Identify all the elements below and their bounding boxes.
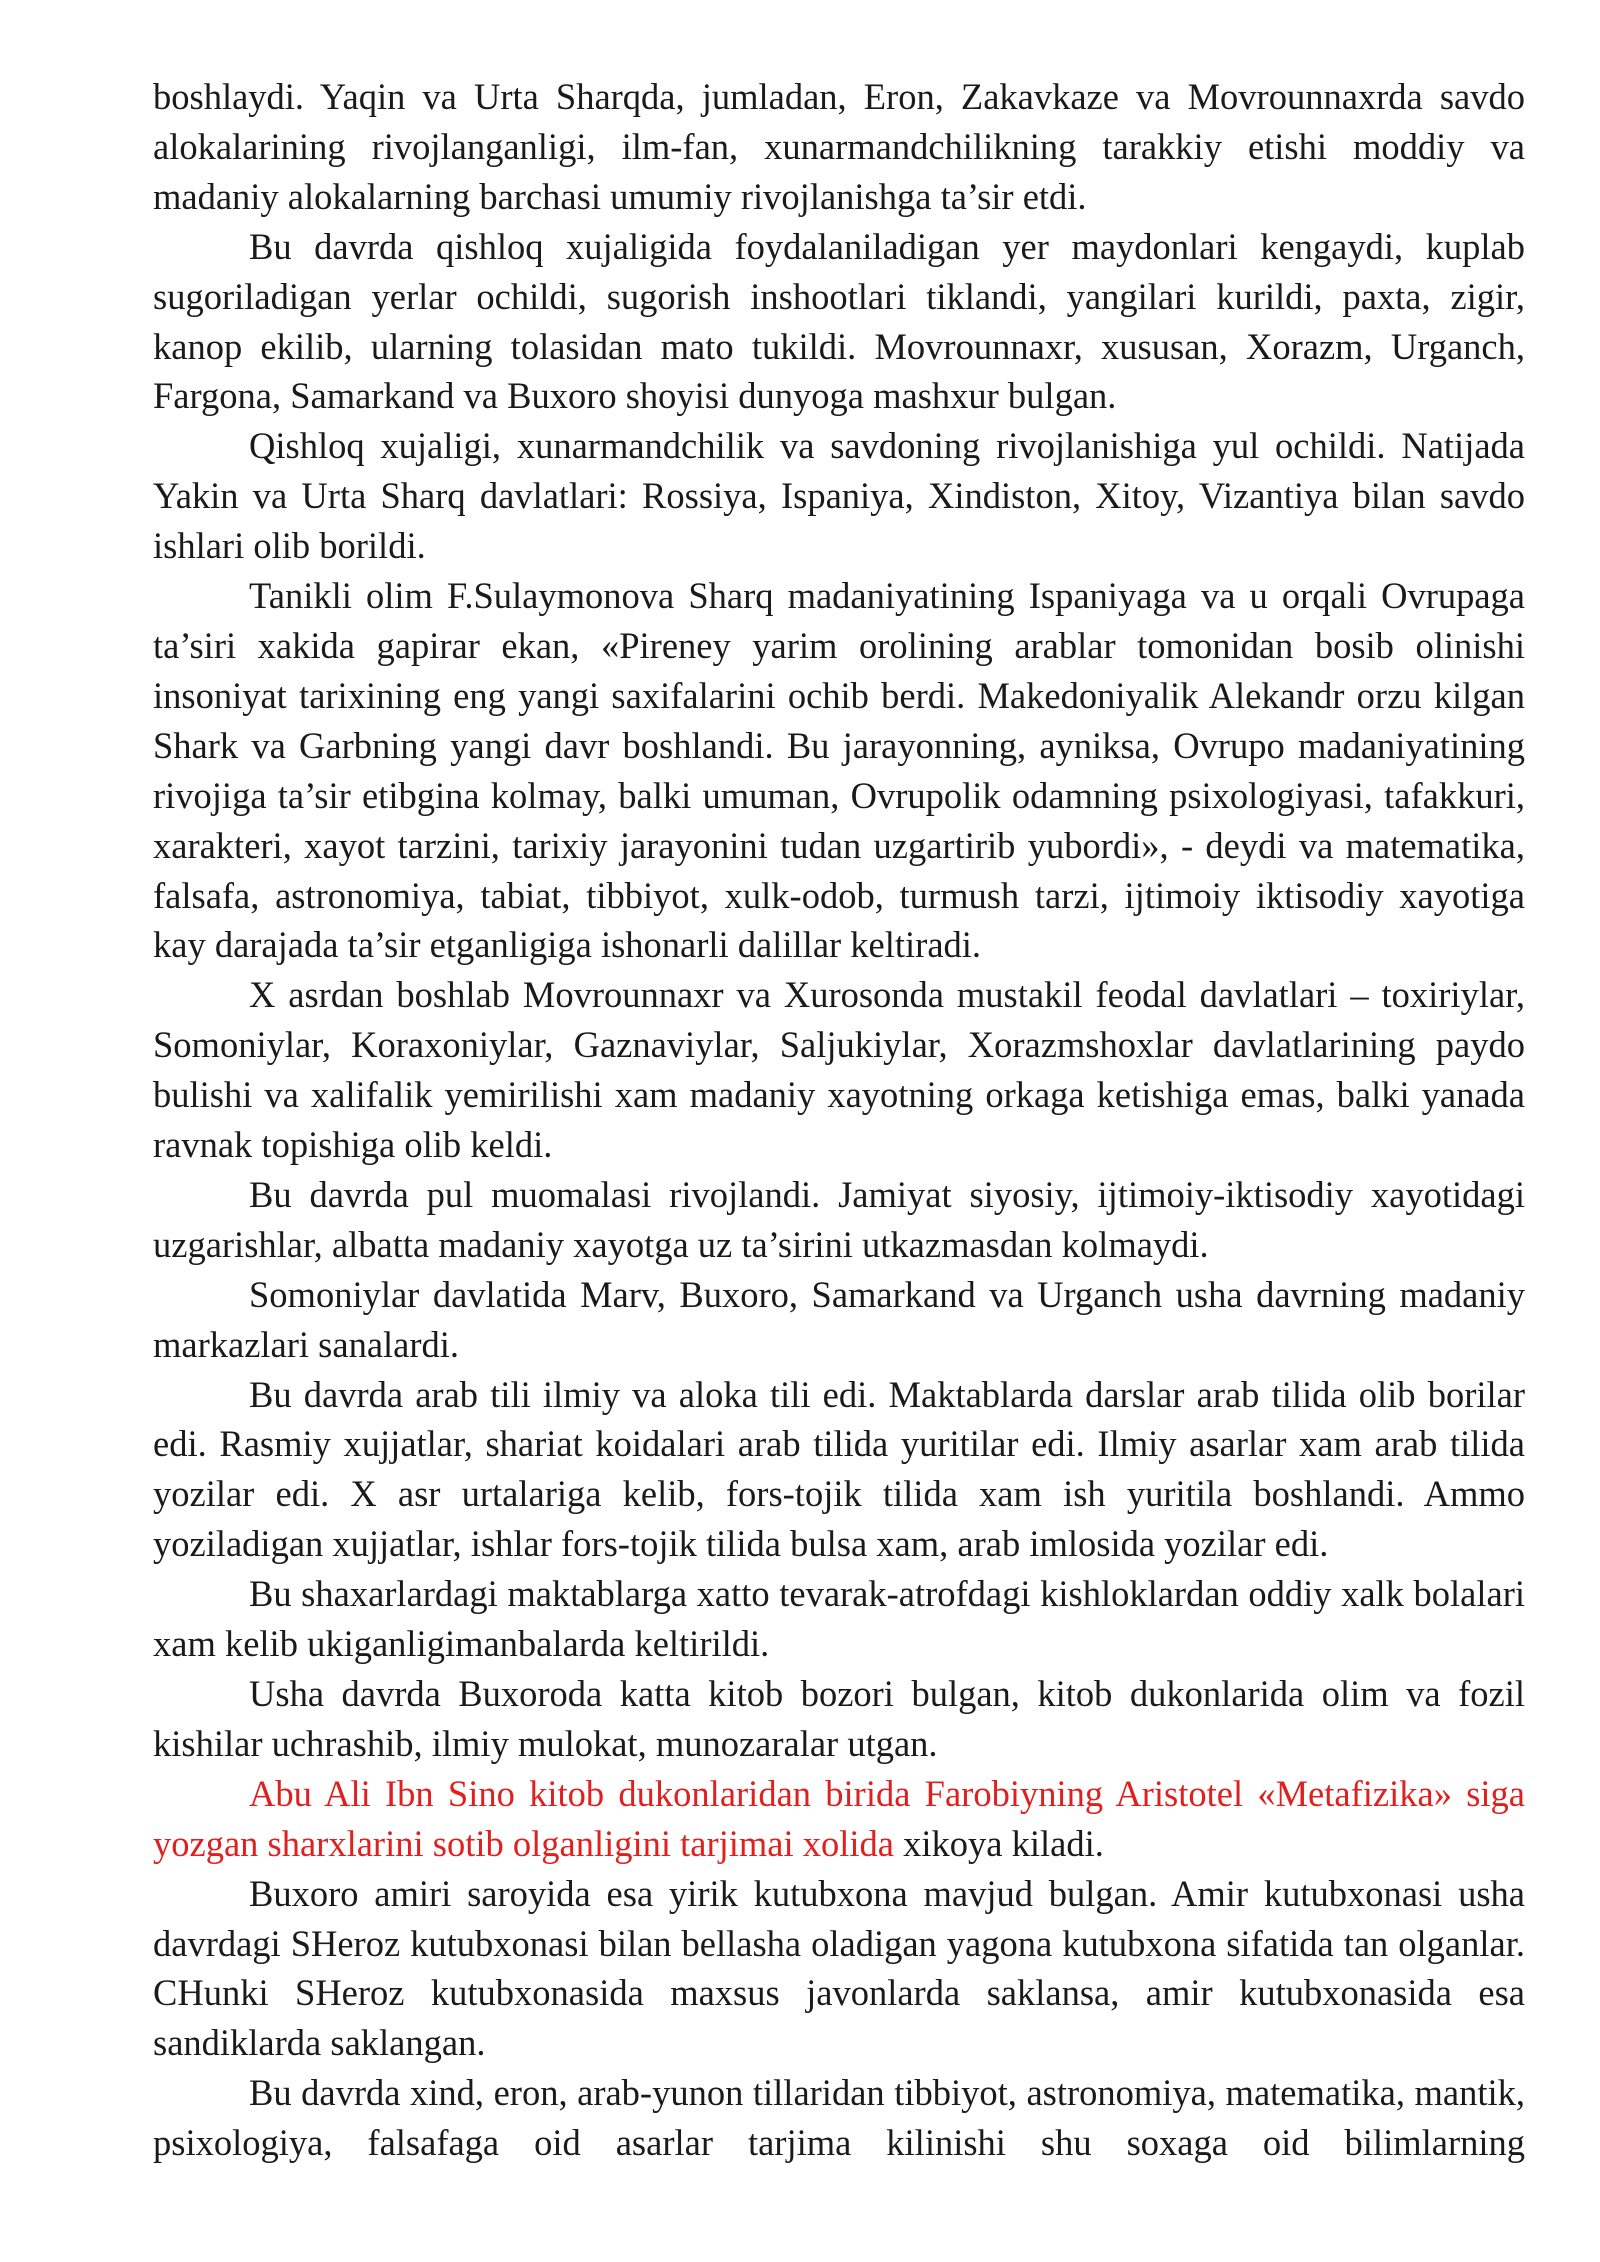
document-page	[153, 72, 1525, 2168]
paragraph-7: Somoniylar davlatida Marv, Buxoro, Samarkand va Urganch usha davrning madaniy markazlari sanalardi.	[153, 1273, 1525, 1365]
paragraph-2: Bu davrda qishloq xujaligida foydalaniladigan yer maydonlari kengaydi, kuplab sugoriladigan yerlar ochildi, sugorish inshootlari tiklandi, yangilari kurildi, paxta, zigir, kanop ekilib, ularning tolasidan mato tukildi. Movrounnaxr, xususan, Xorazm, Urganch, Fargona, Samarkand va Buxoro shoyisi dunyoga mashxur bulgan.	[153, 225, 1525, 417]
paragraph-8: Bu davrda arab tili ilmiy va aloka tili edi. Maktablarda darslar arab tilida olib borilar edi. Rasmiy xujjatlar, shariat koidalari arab tilida yuritilar edi. Ilmiy asarlar xam arab tilida yozilar edi. X asr urtalariga kelib, fors-tojik tilida xam ish yuritila boshlandi. Ammo yoziladigan xujjatlar, ishlar fors-tojik tilida bulsa xam, arab imlosida yozilar edi.	[153, 1373, 1525, 1565]
paragraph-3: Qishloq xujaligi, xunarmandchilik va savdoning rivojlanishiga yul ochildi. Natijada Yakin va Urta Sharq davlatlari: Rossiya, Ispaniya, Xindiston, Xitoy, Vizantiya bilan savdo ishlari olib borildi.	[153, 425, 1525, 567]
paragraph-5: X asrdan boshlab Movrounnaxr va Xurosonda mustakil feodal davlatlari – toxiriylar, Somoniylar, Koraxoniylar, Gaznaviylar, Saljukiylar, Xorazmshoxlar davlatlarining paydo bulishi va xalifalik yemirilishi xam madaniy xayotning orkaga ketishiga emas, balki yanada ravnak topishiga olib keldi.	[153, 974, 1525, 1166]
paragraph-4: Tanikli olim F.Sulaymonova Sharq madaniyatining Ispaniyaga va u orqali Ovrupaga ta’siri xakida gapirar ekan, «Pireney yarim orolining arablar tomonidan bosib olinishi insoniyat tarixining eng yangi saxifalarini ochib berdi. Makedoniyalik Alekandr orzu kilgan Shark va Garbning yangi davr boshlandi. Bu jarayonning, ayniksa, Ovrupo madaniyatining rivojiga ta’sir etibgina kolmay, balki umuman, Ovrupolik odamning psixologiyasi, tafakkuri, xarakteri, xayot tarzini, tarixiy jarayonini tudan uzgartirib yubordi», - deydi va matematika, falsafa, astronomiya, tabiat, tibbiyot, xulk-odob, turmush tarzi, ijtimoiy iktisodiy xayotiga kay darajada ta’sir etganligiga ishonarli dalillar keltiradi.	[153, 575, 1525, 966]
paragraph-12: Buxoro amiri saroyida esa yirik kutubxona mavjud bulgan. Amir kutubxonasi usha davrdagi SHeroz kutubxonasi bilan bellasha oladigan yagona kutubxona sifatida tan olganlar. CHunki SHeroz kutubxonasida maxsus javonlarda saklansa, amir kutubxonasida esa sandiklarda saklangan.	[153, 1872, 1525, 2064]
highlighted-red-text: Abu Ali Ibn Sino kitob dukonlaridan birida Farobiyning Aristotel «Metafizika» siga yozgan sharxlarini sotib olganligini tarjimai xolida	[153, 1772, 1525, 1864]
paragraph-13: Bu davrda xind, eron, arab-yunon tillaridan tibbiyot, astronomiya, matematika, mantik, psixologiya, falsafaga oid asarlar tarjima kilinishi shu soxaga oid bilimlarning	[153, 2072, 1525, 2164]
paragraph-6: Bu davrda pul muomalasi rivojlandi. Jamiyat siyosiy, ijtimoiy-iktisodiy xayotidagi uzgarishlar, albatta madaniy xayotga uz ta’sirini utkazmasdan kolmaydi.	[153, 1173, 1525, 1265]
paragraph-11-rest: xikoya kiladi.	[894, 1822, 1104, 1864]
paragraph-9: Bu shaxarlardagi maktablarga xatto tevarak-atrofdagi kishloklardan oddiy xalk bolalari xam kelib ukiganligimanbalarda keltirildi.	[153, 1573, 1525, 1665]
paragraph-1: boshlaydi. Yaqin va Urta Sharqda, jumladan, Eron, Zakavkaze va Movrounnaxrda savdo alokalarining rivojlanganligi, ilm-fan, xunarmandchilikning tarakkiy etishi moddiy va madaniy alokalarning barchasi umumiy rivojlanishga ta’sir etdi.	[153, 76, 1525, 217]
paragraph-11	[153, 1769, 1525, 1869]
paragraph-10: Usha davrda Buxoroda katta kitob bozori bulgan, kitob dukonlarida olim va fozil kishilar uchrashib, ilmiy mulokat, munozaralar utgan.	[153, 1673, 1525, 1764]
